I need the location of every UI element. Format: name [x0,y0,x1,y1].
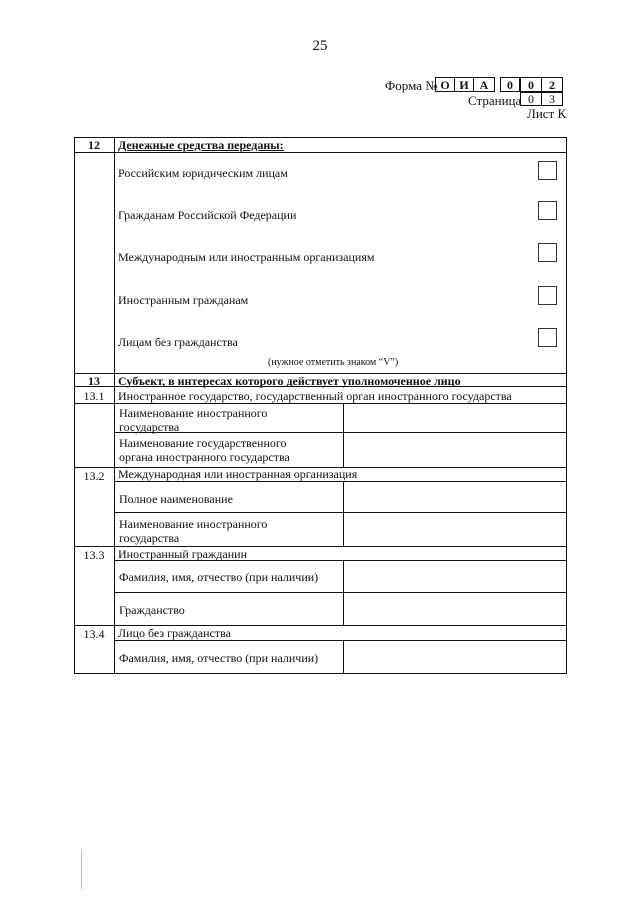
page-label: Страница [468,93,522,108]
citizenship-label: Гражданство [119,603,185,617]
option-label-russian-citizens: Гражданам Российской Федерации [118,208,297,222]
form-code-cell: О [435,77,455,92]
row-divider [74,152,567,153]
stateless-person-full-name-field[interactable] [345,642,565,673]
foreign-citizen-full-name-label: Фамилия, имя, отчество (при наличии) [119,570,319,584]
section-13-3-title: Иностранный гражданин [118,547,247,561]
row-divider [114,481,567,482]
state-body-name-field[interactable] [345,434,565,466]
row-divider [114,592,567,593]
checkbox-foreign-citizens[interactable] [538,286,557,305]
option-label-foreign-citizens: Иностранным гражданам [118,293,249,307]
citizenship-field[interactable] [345,594,565,624]
page-code-cell: 3 [541,92,563,106]
sheet-label: Лист К [527,106,567,121]
page-number: 25 [312,38,328,54]
value-column-divider [343,404,344,468]
form-code-cell: 0 [520,77,542,92]
section-12-number: 12 [88,138,100,152]
checkbox-russian-citizens[interactable] [538,201,557,220]
organization-state-field[interactable] [345,514,565,545]
foreign-citizen-full-name-field[interactable] [345,562,565,591]
checkbox-international-organizations[interactable] [538,243,557,262]
number-column-divider [114,137,115,674]
page-code-cell: 0 [520,92,542,106]
form-code-cell: 0 [500,77,520,92]
foreign-state-name-label: Наименование иностранного государства [119,406,268,434]
foreign-state-name-field[interactable] [345,405,565,431]
organization-state-label: Наименование иностранного государства [119,517,268,545]
form-code-cell: И [454,77,474,92]
section-13-1-number: 13.1 [83,389,105,403]
form-code-cell: 2 [541,77,563,92]
section-13-1-title: Иностранное государство, государственный орган иностранного государства [118,389,512,403]
row-divider [114,512,567,513]
option-label-international-organizations: Международным или иностранным организациям [118,250,375,264]
value-column-divider [343,640,344,674]
checkbox-russian-legal-entities[interactable] [538,161,557,180]
option-label-russian-legal-entities: Российским юридическим лицам [118,166,288,180]
organization-full-name-field[interactable] [345,483,565,511]
row-divider [74,403,567,404]
form-code-cell: А [473,77,495,92]
row-divider [114,640,567,641]
form-number-label: Форма № [385,78,438,93]
section-13-2-title: Международная или иностранная организация [118,467,358,481]
checkbox-stateless-persons[interactable] [538,328,557,347]
state-body-name-label: Наименование государственного органа иностранного государства [119,436,290,464]
organization-full-name-label: Полное наименование [119,492,233,506]
value-column-divider [343,482,344,546]
section-12-title: Денежные средства переданы: [118,138,284,152]
section-13-3-number: 13.3 [83,548,105,562]
section-13-2-number: 13.2 [83,469,105,483]
stateless-person-full-name-label: Фамилия, имя, отчество (при наличии) [119,651,319,665]
section-13-4-title: Лицо без гражданства [118,626,231,640]
option-label-stateless-persons: Лицам без гражданства [118,335,238,349]
check-mark-note: (нужное отметить знаком “V”) [268,357,399,368]
section-13-title: Субъект, в интересах которого действует уполномоченное лицо [118,374,461,388]
scan-artifact [81,850,82,890]
section-13-number: 13 [88,374,100,388]
section-13-4-number: 13.4 [83,627,105,641]
